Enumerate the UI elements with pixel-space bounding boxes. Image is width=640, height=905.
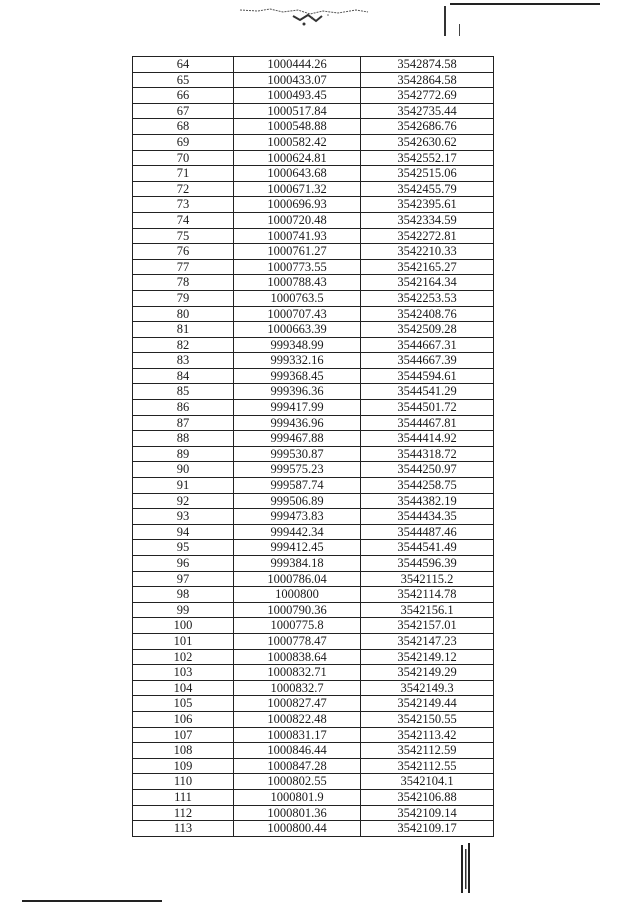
x-coordinate-cell: 1000671.32 [234,181,361,197]
table-row [133,166,494,182]
scan-artifact-top [238,6,388,28]
table-row [133,353,494,369]
x-coordinate-cell: 1000822.48 [234,711,361,727]
point-number-cell: 101 [133,633,234,649]
y-coordinate-cell: 3544667.31 [361,337,494,353]
y-coordinate-cell: 3542112.59 [361,743,494,759]
y-coordinate-cell: 3542149.3 [361,680,494,696]
x-coordinate-cell: 1000832.7 [234,680,361,696]
coordinates-table-body [133,57,494,837]
point-number-cell: 66 [133,88,234,104]
table-row [133,680,494,696]
x-coordinate-cell: 1000707.43 [234,306,361,322]
point-number-cell: 95 [133,540,234,556]
y-coordinate-cell: 3542630.62 [361,134,494,150]
table-row [133,57,494,73]
point-number-cell: 80 [133,306,234,322]
y-coordinate-cell: 3544541.49 [361,540,494,556]
x-coordinate-cell: 1000493.45 [234,88,361,104]
y-coordinate-cell: 3542149.44 [361,696,494,712]
point-number-cell: 88 [133,431,234,447]
table-row [133,103,494,119]
table-row [133,306,494,322]
x-coordinate-cell: 1000801.36 [234,805,361,821]
point-number-cell: 83 [133,353,234,369]
point-number-cell: 98 [133,587,234,603]
table-row [133,711,494,727]
x-coordinate-cell: 999473.83 [234,509,361,525]
x-coordinate-cell: 999442.34 [234,524,361,540]
point-number-cell: 86 [133,400,234,416]
x-coordinate-cell: 1000846.44 [234,743,361,759]
table-row [133,322,494,338]
x-coordinate-cell: 1000433.07 [234,72,361,88]
y-coordinate-cell: 3542150.55 [361,711,494,727]
x-coordinate-cell: 1000624.81 [234,150,361,166]
y-coordinate-cell: 3544487.46 [361,524,494,540]
x-coordinate-cell: 999467.88 [234,431,361,447]
table-row [133,400,494,416]
table-row [133,181,494,197]
point-number-cell: 76 [133,244,234,260]
x-coordinate-cell: 999436.96 [234,415,361,431]
table-row [133,556,494,572]
point-number-cell: 75 [133,228,234,244]
y-coordinate-cell: 3542109.14 [361,805,494,821]
y-coordinate-cell: 3542515.06 [361,166,494,182]
table-row [133,571,494,587]
y-coordinate-cell: 3542253.53 [361,290,494,306]
table-row [133,602,494,618]
y-coordinate-cell: 3544434.35 [361,509,494,525]
x-coordinate-cell: 999384.18 [234,556,361,572]
table-row [133,633,494,649]
x-coordinate-cell: 1000790.36 [234,602,361,618]
table-row [133,134,494,150]
point-number-cell: 71 [133,166,234,182]
table-row [133,618,494,634]
x-coordinate-cell: 1000786.04 [234,571,361,587]
point-number-cell: 81 [133,322,234,338]
y-coordinate-cell: 3542735.44 [361,103,494,119]
table-row [133,805,494,821]
y-coordinate-cell: 3542113.42 [361,727,494,743]
point-number-cell: 91 [133,478,234,494]
x-coordinate-cell: 1000548.88 [234,119,361,135]
scan-artifact-bottom [160,890,260,896]
table-row [133,493,494,509]
point-number-cell: 107 [133,727,234,743]
point-number-cell: 104 [133,680,234,696]
point-number-cell: 87 [133,415,234,431]
y-coordinate-cell: 3542334.59 [361,212,494,228]
x-coordinate-cell: 1000444.26 [234,57,361,73]
table-row [133,150,494,166]
y-coordinate-cell: 3542156.1 [361,602,494,618]
x-coordinate-cell: 999412.45 [234,540,361,556]
point-number-cell: 69 [133,134,234,150]
x-coordinate-cell: 999506.89 [234,493,361,509]
top-margin-mark-small [459,24,460,36]
point-number-cell: 105 [133,696,234,712]
top-border-line [450,3,600,5]
y-coordinate-cell: 3542147.23 [361,633,494,649]
x-coordinate-cell: 1000788.43 [234,275,361,291]
x-coordinate-cell: 1000741.93 [234,228,361,244]
y-coordinate-cell: 3542164.34 [361,275,494,291]
table-row [133,446,494,462]
table-row [133,727,494,743]
table-row [133,462,494,478]
point-number-cell: 89 [133,446,234,462]
x-coordinate-cell: 1000778.47 [234,633,361,649]
bottom-border-line [22,900,162,902]
y-coordinate-cell: 3542115.2 [361,571,494,587]
table-row [133,212,494,228]
y-coordinate-cell: 3542772.69 [361,88,494,104]
y-coordinate-cell: 3542149.29 [361,665,494,681]
x-coordinate-cell: 1000802.55 [234,774,361,790]
y-coordinate-cell: 3542686.76 [361,119,494,135]
point-number-cell: 103 [133,665,234,681]
x-coordinate-cell: 999332.16 [234,353,361,369]
y-coordinate-cell: 3544414.92 [361,431,494,447]
point-number-cell: 93 [133,509,234,525]
table-row [133,72,494,88]
table-row [133,119,494,135]
x-coordinate-cell: 1000763.5 [234,290,361,306]
table-row [133,259,494,275]
table-row [133,789,494,805]
table-row [133,743,494,759]
x-coordinate-cell: 1000643.68 [234,166,361,182]
table-row [133,821,494,837]
x-coordinate-cell: 1000801.9 [234,789,361,805]
table-row [133,665,494,681]
x-coordinate-cell: 1000663.39 [234,322,361,338]
table-row [133,696,494,712]
point-number-cell: 94 [133,524,234,540]
y-coordinate-cell: 3542165.27 [361,259,494,275]
x-coordinate-cell: 1000800 [234,587,361,603]
y-coordinate-cell: 3542874.58 [361,57,494,73]
table-row [133,649,494,665]
y-coordinate-cell: 3542408.76 [361,306,494,322]
y-coordinate-cell: 3542210.33 [361,244,494,260]
point-number-cell: 64 [133,57,234,73]
y-coordinate-cell: 3544541.29 [361,384,494,400]
y-coordinate-cell: 3542112.55 [361,758,494,774]
table-row [133,774,494,790]
table-row [133,758,494,774]
point-number-cell: 90 [133,462,234,478]
y-coordinate-cell: 3542149.12 [361,649,494,665]
table-row [133,478,494,494]
point-number-cell: 68 [133,119,234,135]
table-row [133,415,494,431]
x-coordinate-cell: 999417.99 [234,400,361,416]
table-row [133,275,494,291]
x-coordinate-cell: 1000847.28 [234,758,361,774]
y-coordinate-cell: 3542157.01 [361,618,494,634]
y-coordinate-cell: 3544467.81 [361,415,494,431]
x-coordinate-cell: 1000696.93 [234,197,361,213]
table-row [133,197,494,213]
y-coordinate-cell: 3544258.75 [361,478,494,494]
y-coordinate-cell: 3544594.61 [361,368,494,384]
point-number-cell: 97 [133,571,234,587]
y-coordinate-cell: 3542109.17 [361,821,494,837]
point-number-cell: 70 [133,150,234,166]
point-number-cell: 102 [133,649,234,665]
y-coordinate-cell: 3542114.78 [361,587,494,603]
point-number-cell: 65 [133,72,234,88]
table-row [133,540,494,556]
x-coordinate-cell: 1000517.84 [234,103,361,119]
y-coordinate-cell: 3542552.17 [361,150,494,166]
y-coordinate-cell: 3542106.88 [361,789,494,805]
point-number-cell: 77 [133,259,234,275]
top-margin-mark [444,6,446,36]
point-number-cell: 110 [133,774,234,790]
table-row [133,509,494,525]
x-coordinate-cell: 1000775.8 [234,618,361,634]
point-number-cell: 73 [133,197,234,213]
table-row [133,368,494,384]
x-coordinate-cell: 1000827.47 [234,696,361,712]
point-number-cell: 67 [133,103,234,119]
point-number-cell: 74 [133,212,234,228]
table-row [133,431,494,447]
table-row [133,290,494,306]
table-row [133,244,494,260]
point-number-cell: 82 [133,337,234,353]
y-coordinate-cell: 3542395.61 [361,197,494,213]
y-coordinate-cell: 3542455.79 [361,181,494,197]
coordinates-table [132,56,494,837]
x-coordinate-cell: 1000831.17 [234,727,361,743]
point-number-cell: 96 [133,556,234,572]
x-coordinate-cell: 999530.87 [234,446,361,462]
point-number-cell: 113 [133,821,234,837]
x-coordinate-cell: 1000800.44 [234,821,361,837]
table-row [133,88,494,104]
point-number-cell: 100 [133,618,234,634]
y-coordinate-cell: 3544667.39 [361,353,494,369]
x-coordinate-cell: 999348.99 [234,337,361,353]
x-coordinate-cell: 1000773.55 [234,259,361,275]
point-number-cell: 99 [133,602,234,618]
y-coordinate-cell: 3544501.72 [361,400,494,416]
point-number-cell: 108 [133,743,234,759]
table-row [133,228,494,244]
y-coordinate-cell: 3544596.39 [361,556,494,572]
y-coordinate-cell: 3542272.81 [361,228,494,244]
x-coordinate-cell: 999587.74 [234,478,361,494]
x-coordinate-cell: 999368.45 [234,368,361,384]
x-coordinate-cell: 1000761.27 [234,244,361,260]
y-coordinate-cell: 3544382.19 [361,493,494,509]
x-coordinate-cell: 1000838.64 [234,649,361,665]
x-coordinate-cell: 1000582.42 [234,134,361,150]
point-number-cell: 112 [133,805,234,821]
point-number-cell: 85 [133,384,234,400]
x-coordinate-cell: 1000832.71 [234,665,361,681]
point-number-cell: 84 [133,368,234,384]
point-number-cell: 72 [133,181,234,197]
binding-mark [460,843,472,895]
point-number-cell: 92 [133,493,234,509]
x-coordinate-cell: 999575.23 [234,462,361,478]
y-coordinate-cell: 3542864.58 [361,72,494,88]
point-number-cell: 106 [133,711,234,727]
x-coordinate-cell: 999396.36 [234,384,361,400]
table-row [133,524,494,540]
y-coordinate-cell: 3542509.28 [361,322,494,338]
y-coordinate-cell: 3542104.1 [361,774,494,790]
table-row [133,337,494,353]
y-coordinate-cell: 3544250.97 [361,462,494,478]
table-row [133,384,494,400]
y-coordinate-cell: 3544318.72 [361,446,494,462]
point-number-cell: 79 [133,290,234,306]
point-number-cell: 109 [133,758,234,774]
x-coordinate-cell: 1000720.48 [234,212,361,228]
point-number-cell: 78 [133,275,234,291]
point-number-cell: 111 [133,789,234,805]
table-row [133,587,494,603]
